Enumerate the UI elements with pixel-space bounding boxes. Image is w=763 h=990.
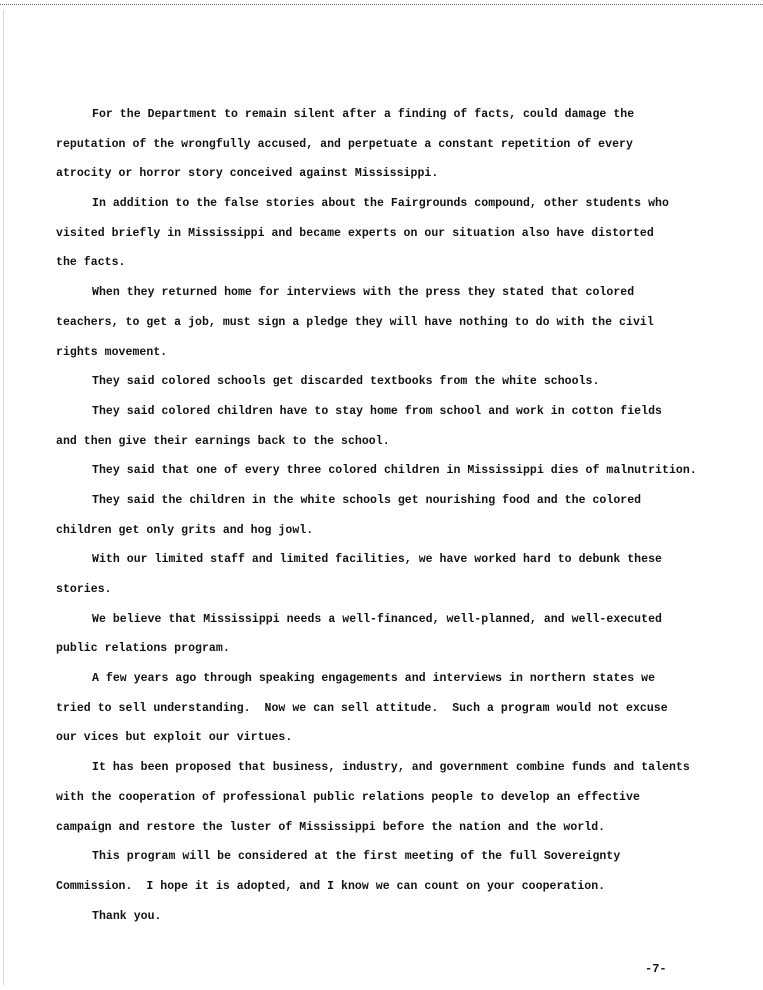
text-line: This program will be considered at the first meeting of the full Sovereignty [92, 850, 621, 864]
text-line: In addition to the false stories about the Fairgrounds compound, other students who [92, 197, 669, 211]
text-line: public relations program. [56, 642, 230, 656]
text-line: campaign and restore the luster of Mississippi before the nation and the world. [56, 820, 606, 834]
text-line: We believe that Mississippi needs a well-financed, well-planned, and well-executed [92, 612, 662, 626]
page-number: -7- [645, 962, 667, 976]
text-line: They said colored children have to stay home from school and work in cotton fields [92, 404, 662, 418]
text-line: the facts. [56, 256, 126, 270]
text-line: With our limited staff and limited facilities, we have worked hard to debunk these [92, 553, 662, 567]
text-line: They said that one of every three colored children in Mississippi dies of malnutrition. [92, 464, 697, 478]
scan-left-edge [3, 10, 4, 985]
text-line: For the Department to remain silent after a finding of facts, could damage the [92, 108, 635, 121]
text-line: our vices but exploit our virtues. [56, 731, 293, 745]
text-line: A few years ago through speaking engagements and interviews in northern states we [92, 672, 656, 686]
text-line: and then give their earnings back to the school. [56, 434, 390, 448]
text-line: teachers, to get a job, must sign a pledge they will have nothing to do with the civil [56, 315, 654, 329]
text-line: atrocity or horror story conceived against Mississippi. [56, 167, 439, 181]
body-text [56, 100, 746, 931]
text-line: reputation of the wrongfully accused, and perpetuate a constant repetition of every [56, 137, 633, 151]
scan-top-edge [0, 4, 763, 5]
text-line: children get only grits and hog jowl. [56, 523, 314, 537]
text-line: rights movement. [56, 345, 168, 359]
text-line: They said colored schools get discarded textbooks from the white schools. [92, 375, 600, 389]
text-line: tried to sell understanding. Now we can sell attitude. Such a program would not excuse [56, 701, 668, 715]
text-line: visited briefly in Mississippi and became experts on our situation also have distorted [56, 226, 654, 240]
text-line: Commission. I hope it is adopted, and I know we can count on your cooperation. [56, 879, 606, 893]
text-line: Thank you. [92, 909, 162, 923]
text-line: stories. [56, 583, 112, 596]
text-line: with the cooperation of professional public relations people to develop an effective [56, 790, 640, 804]
text-line: It has been proposed that business, industry, and government combine funds and talents [92, 761, 690, 775]
text-line: When they returned home for interviews with the press they stated that colored [92, 286, 635, 300]
text-line: They said the children in the white schools get nourishing food and the colored [92, 493, 642, 507]
